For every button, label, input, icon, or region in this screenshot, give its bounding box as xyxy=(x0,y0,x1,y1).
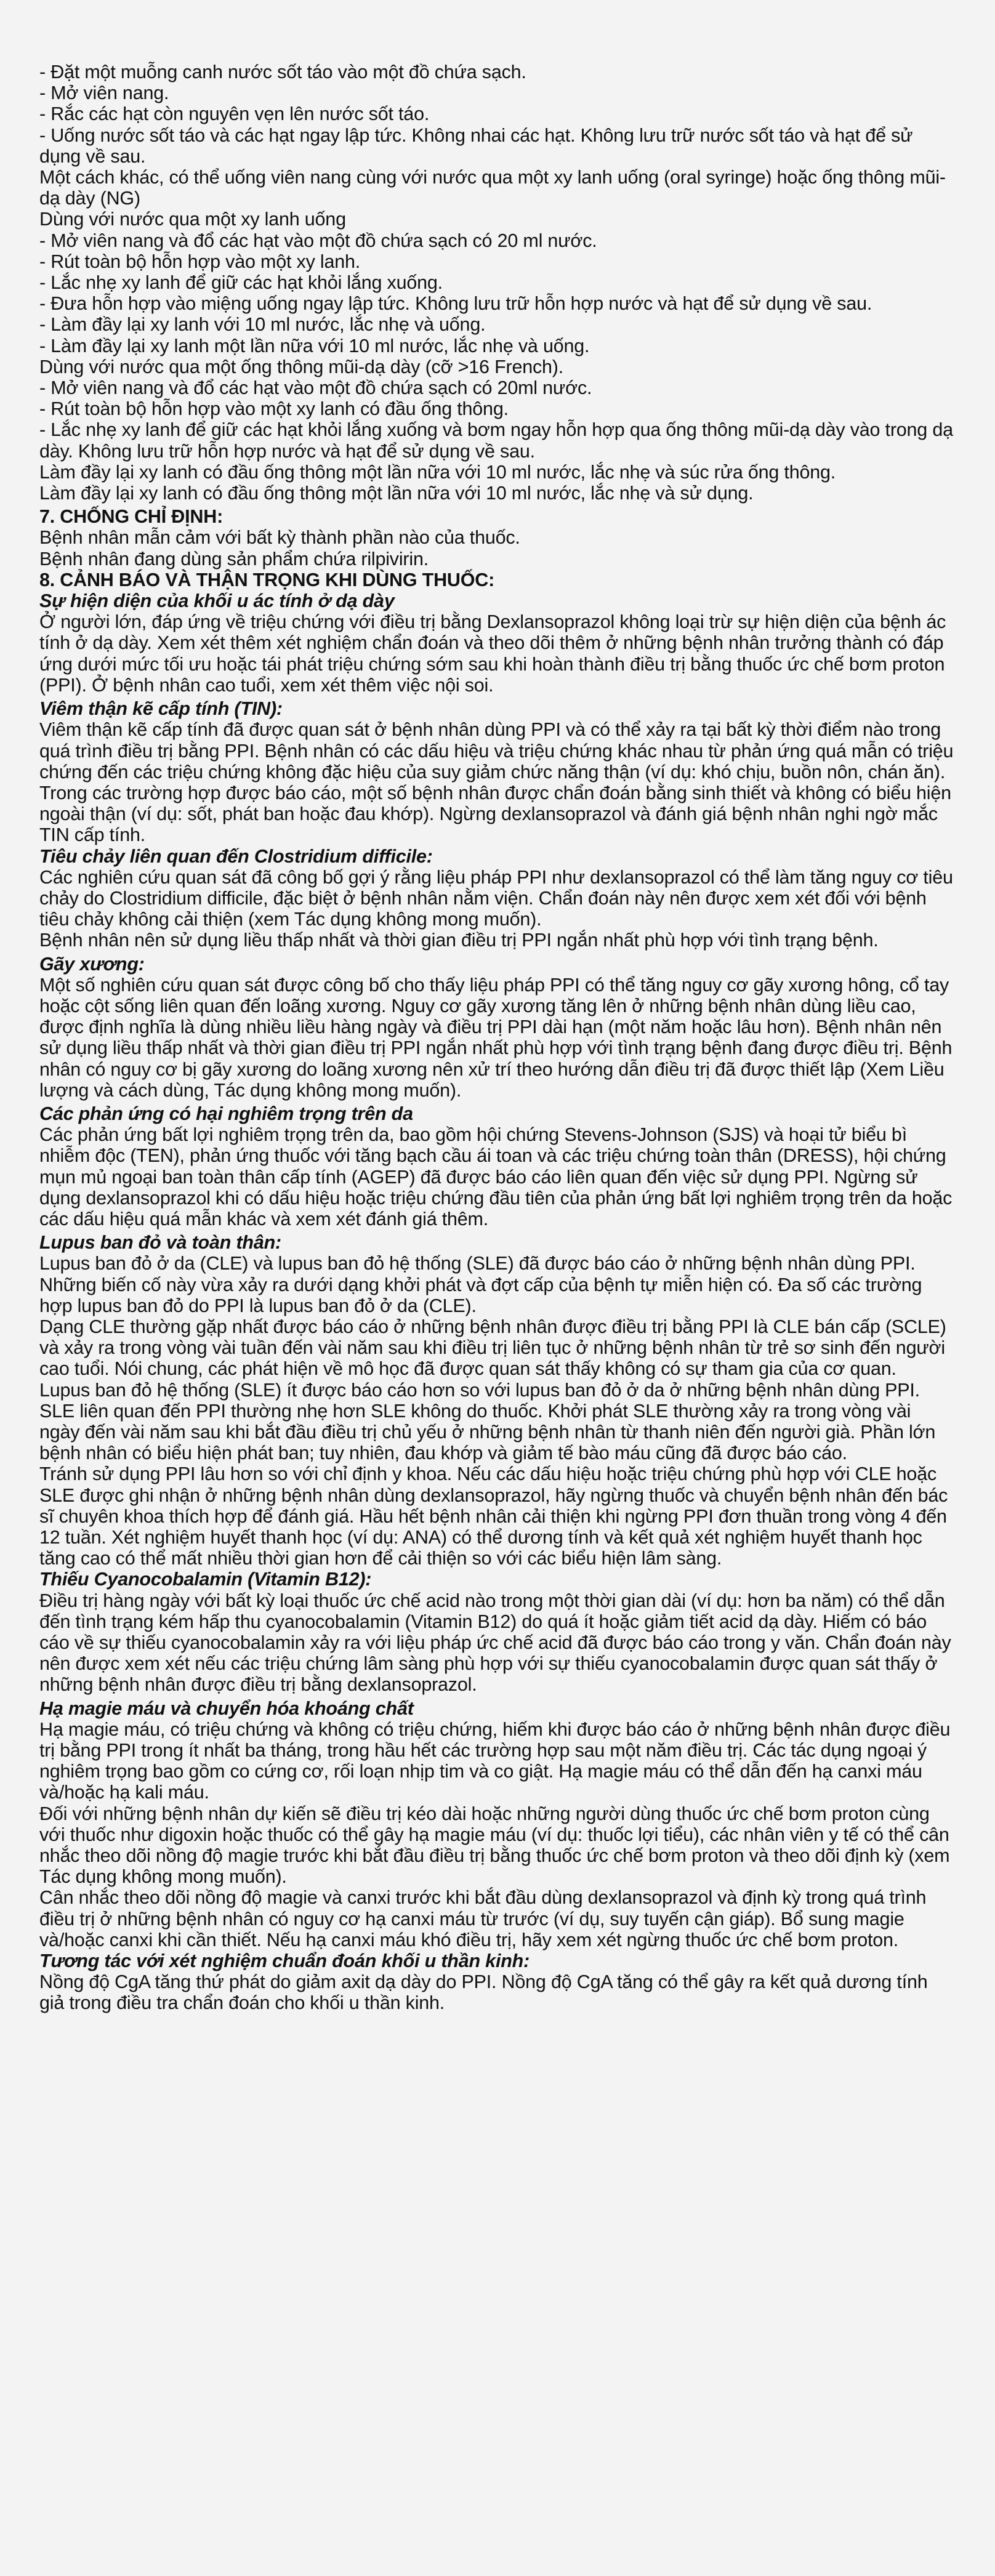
subheading: Tiêu chảy liên quan đến Clostridium difficile: xyxy=(39,845,433,867)
text-line: - Lắc nhẹ xy lanh để giữ các hạt khỏi lắng xuống. xyxy=(39,272,443,294)
text-line: Bệnh nhân đang dùng sản phẩm chứa rilpivirin. xyxy=(39,548,429,570)
text-line: - Mở viên nang và đổ các hạt vào một đồ chứa sạch có 20 ml nước. xyxy=(39,230,597,251)
text-line: - Làm đầy lại xy lanh một lần nữa với 10 ml nước, lắc nhẹ và uống. xyxy=(39,335,590,356)
text-line: Dùng với nước qua một ống thông mũi-dạ dày (cỡ >16 French). xyxy=(39,356,564,377)
text-line: - Đặt một muỗng canh nước sốt táo vào một đồ chứa sạch. xyxy=(39,62,526,83)
subheading: Thiếu Cyanocobalamin (Vitamin B12): xyxy=(39,1569,372,1590)
paragraph: Các nghiên cứu quan sát đã công bố gợi ý rằng liệu pháp PPI như dexlansoprazol có thể làm tăng nguy cơ tiêu chảy do Clostridium difficile, đặc biệt ở bệnh nhân nằm viện. Chẩn đoán này nên được xem xét đối với bệnh tiêu chảy không cải thiện (xem Tác dụng không mong muốn). xyxy=(39,866,953,930)
text-line: - Lắc nhẹ xy lanh để giữ các hạt khỏi lắng xuống và bơm ngay hỗn hợp qua ống thông mũi-dạ dày vào trong dạ dày. Không lưu trữ hỗn hợp nước và hạt để sử dụng về sau. xyxy=(39,419,953,462)
text-line: - Mở viên nang và đổ các hạt vào một đồ chứa sạch có 20ml nước. xyxy=(39,377,592,399)
text-line: - Uống nước sốt táo và các hạt ngay lập tức. Không nhai các hạt. Không lưu trữ nước sốt táo và hạt để sử dụng về sau. xyxy=(39,124,913,167)
subheading: Viêm thận kẽ cấp tính (TIN): xyxy=(39,698,283,720)
paragraph: Hạ magie máu, có triệu chứng và không có triệu chứng, hiếm khi được báo cáo ở những bệnh nhân được điều trị bằng PPI trong ít nhất ba tháng, trong hầu hết các trường hợp sau một năm điều trị. Các tác dụng ngoại ý nghiêm trọng bao gồm co cứng cơ, rối loạn nhịp tim và co giật. Hạ magie máu có thể dẫn đến hạ canxi máu và/hoặc hạ kali máu. xyxy=(39,1718,951,1803)
paragraph: Một số nghiên cứu quan sát được công bố cho thấy liệu pháp PPI có thể tăng nguy cơ gãy xương hông, cổ tay hoặc cột sống liên quan đến loãng xương. Nguy cơ gãy xương tăng lên ở những bệnh nhân dùng liều cao, được định nghĩa là dùng nhiều liều hàng ngày và điều trị PPI dài hạn (một năm hoặc lâu hơn). Bệnh nhân nên sử dụng liều thấp nhất và thời gian điều trị PPI ngắn nhất phù hợp với tình trạng bệnh đang được điều trị. Bệnh nhân có nguy cơ bị gãy xương do loãng xương nên xử trí theo hướng dẫn điều trị đã được thiết lập (Xem Liều lượng và cách dùng, Tác dụng không mong muốn). xyxy=(39,974,953,1101)
text-line: - Mở viên nang. xyxy=(39,83,169,104)
paragraph: Lupus ban đỏ hệ thống (SLE) ít được báo cáo hơn so với lupus ban đỏ ở da ở những bệnh nhân dùng PPI. SLE liên quan đến PPI thường nhẹ hơn SLE không do thuốc. Khởi phát SLE thường xảy ra trong vòng vài ngày đến vài năm sau khi bắt đầu điều trị chủ yếu ở những bệnh nhân từ thanh niên đến người già. Phần lớn bệnh nhân có biểu hiện phát ban; tuy nhiên, đau khớp và giảm tế bào máu cũng đã được báo cáo. xyxy=(39,1379,936,1464)
text-line: Làm đầy lại xy lanh có đầu ống thông một lần nữa với 10 ml nước, lắc nhẹ và sử dụng. xyxy=(39,483,754,504)
text-line: - Rút toàn bộ hỗn hợp vào một xy lanh có đầu ống thông. xyxy=(39,398,509,420)
paragraph: Viêm thận kẽ cấp tính đã được quan sát ở bệnh nhân dùng PPI và có thể xảy ra tại bất kỳ thời điểm nào trong quá trình điều trị bằng PPI. Bệnh nhân có các dấu hiệu và triệu chứng khác nhau từ phản ứng quá mẫn có triệu chứng đến các triệu chứng không đặc hiệu của suy giảm chức năng thận (ví dụ: khó chịu, buồn nôn, chán ăn). Trong các trường hợp được báo cáo, một số bệnh nhân được chẩn đoán bằng sinh thiết và không có biểu hiện ngoài thận (ví dụ: sốt, phát ban hoặc đau khớp). Ngừng dexlansoprazol và đánh giá bệnh nhân nghi ngờ mắc TIN cấp tính. xyxy=(39,719,954,846)
text-line: - Rút toàn bộ hỗn hợp vào một xy lanh. xyxy=(39,251,361,272)
paragraph: Dạng CLE thường gặp nhất được báo cáo ở những bệnh nhân được điều trị bằng PPI là CLE bán cấp (SCLE) và xảy ra trong vòng vài tuần đến vài năm sau khi điều trị liên tục ở những bệnh nhân từ trẻ sơ sinh đến người cao tuổi. Nói chung, các phát hiện về mô học đã được quan sát thấy không có sự tham gia của cơ quan. xyxy=(39,1316,946,1380)
paragraph: Các phản ứng bất lợi nghiêm trọng trên da, bao gồm hội chứng Stevens-Johnson (SJS) và hoại tử biểu bì nhiễm độc (TEN), phản ứng thuốc với tăng bạch cầu ái toan và các triệu chứng toàn thân (DRESS), hội chứng mụn mủ ngoại ban toàn thân cấp tính (AGEP) đã được báo cáo liên quan đến việc sử dụng PPI. Ngừng sử dụng dexlansoprazol khi có dấu hiệu hoặc triệu chứng đầu tiên của phản ứng bất lợi nghiêm trọng trên da hoặc các dấu hiệu quá mẫn khác và xem xét đánh giá thêm. xyxy=(39,1124,953,1230)
subheading: Tương tác với xét nghiệm chuẩn đoán khối u thần kinh: xyxy=(39,1950,530,1972)
subheading: Sự hiện diện của khối u ác tính ở dạ dày xyxy=(39,590,395,612)
paragraph: Ở người lớn, đáp ứng về triệu chứng với điều trị bằng Dexlansoprazol không loại trừ sự hiện diện của bệnh ác tính ở dạ dày. Xem xét thêm xét nghiệm chẩn đoán và theo dõi thêm ở những bệnh nhân trưởng thành có đáp ứng dưới mức tối ưu hoặc tái phát triệu chứng sớm sau khi hoàn thành điều trị bằng thuốc ức chế bơm proton (PPI). Ở bệnh nhân cao tuổi, xem xét thêm việc nội soi. xyxy=(39,611,946,696)
subheading: Các phản ứng có hại nghiêm trọng trên da xyxy=(39,1103,413,1124)
paragraph: Bệnh nhân nên sử dụng liều thấp nhất và thời gian điều trị PPI ngắn nhất phù hợp với tình trạng bệnh. xyxy=(39,930,879,951)
text-line: Dùng với nước qua một xy lanh uống xyxy=(39,209,346,230)
paragraph: Cân nhắc theo dõi nồng độ magie và canxi trước khi bắt đầu dùng dexlansoprazol và định kỳ trong quá trình điều trị ở những bệnh nhân có nguy cơ hạ canxi máu từ trước (ví dụ, suy tuyến cận giáp). Bổ sung magie và/hoặc canxi khi cần thiết. Nếu hạ canxi máu khó điều trị, hãy xem xét ngừng thuốc ức chế bơm proton. xyxy=(39,1887,927,1950)
paragraph: Đối với những bệnh nhân dự kiến sẽ điều trị kéo dài hoặc những người dùng thuốc ức chế bơm proton cùng với thuốc như digoxin hoặc thuốc có thể gây hạ magie máu (ví dụ: thuốc lợi tiểu), các nhân viên y tế có thể cân nhắc theo dõi nồng độ magie trước khi bắt đầu điều trị bằng thuốc ức chế bơm proton và theo dõi định kỳ (xem Tác dụng không mong muốn). xyxy=(39,1803,950,1888)
text-line: Bệnh nhân mẫn cảm với bất kỳ thành phần nào của thuốc. xyxy=(39,527,520,549)
text-line: - Làm đầy lại xy lanh với 10 ml nước, lắc nhẹ và uống. xyxy=(39,314,486,336)
paragraph: Điều trị hàng ngày với bất kỳ loại thuốc ức chế acid nào trong một thời gian dài (ví dụ: hơn ba năm) có thể dẫn đến tình trạng kém hấp thu cyanocobalamin (Vitamin B12) do quá ít hoặc giảm tiết acid dạ dày. Hiếm có báo cáo về sự thiếu cyanocobalamin xảy ra với liệu pháp ức chế acid đã được báo cáo trong y văn. Chẩn đoán này nên được xem xét nếu các triệu chứng lâm sàng phù hợp với sự thiếu cyanocobalamin được quan sát thấy ở những bệnh nhân được điều trị bằng dexlansoprazol. xyxy=(39,1590,951,1696)
subheading: Gãy xương: xyxy=(39,953,145,975)
paragraph: Lupus ban đỏ ở da (CLE) và lupus ban đỏ hệ thống (SLE) đã được báo cáo ở những bệnh nhân dùng PPI. Những biến cố này vừa xảy ra dưới dạng khởi phát và đợt cấp của bệnh tự miễn hiện có. Đa số các trường hợp lupus ban đỏ do PPI là lupus ban đỏ ở da (CLE). xyxy=(39,1253,922,1316)
section-heading-warnings: 8. CẢNH BÁO VÀ THẬN TRỌNG KHI DÙNG THUỐC: xyxy=(39,569,495,590)
text-line: Làm đầy lại xy lanh có đầu ống thông một lần nữa với 10 ml nước, lắc nhẹ và súc rửa ống thông. xyxy=(39,461,836,483)
text-line: - Rắc các hạt còn nguyên vẹn lên nước sốt táo. xyxy=(39,103,430,125)
text-line: Một cách khác, có thể uống viên nang cùng với nước qua một xy lanh uống (oral syringe) hoặc ống thông mũi-dạ dày (NG) xyxy=(39,167,946,209)
subheading: Lupus ban đỏ và toàn thân: xyxy=(39,1232,281,1254)
paragraph: Nồng độ CgA tăng thứ phát do giảm axit dạ dày do PPI. Nồng độ CgA tăng có thể gây ra kết quả dương tính giả trong điều tra chẩn đoán cho khối u thần kinh. xyxy=(39,1971,928,2014)
subheading: Hạ magie máu và chuyển hóa khoáng chất xyxy=(39,1697,414,1719)
section-heading-contraindications: 7. CHỐNG CHỈ ĐỊNH: xyxy=(39,506,224,528)
paragraph: Tránh sử dụng PPI lâu hơn so với chỉ định y khoa. Nếu các dấu hiệu hoặc triệu chứng phù hợp với CLE hoặc SLE được ghi nhận ở những bệnh nhân dùng dexlansoprazol, hãy ngừng thuốc và chuyển bệnh nhân đến bác sĩ chuyên khoa thích hợp để đánh giá. Hầu hết bệnh nhân cải thiện khi ngừng PPI đơn thuần trong vòng 4 đến 12 tuần. Xét nghiệm huyết thanh học (ví dụ: ANA) có thể dương tính và kết quả xét nghiệm huyết thanh học tăng cao có thể mất nhiều thời gian hơn để cải thiện so với các biểu hiện lâm sàng. xyxy=(39,1463,948,1569)
text-line: - Đưa hỗn hợp vào miệng uống ngay lập tức. Không lưu trữ hỗn hợp nước và hạt để sử dụng về sau. xyxy=(39,293,872,315)
